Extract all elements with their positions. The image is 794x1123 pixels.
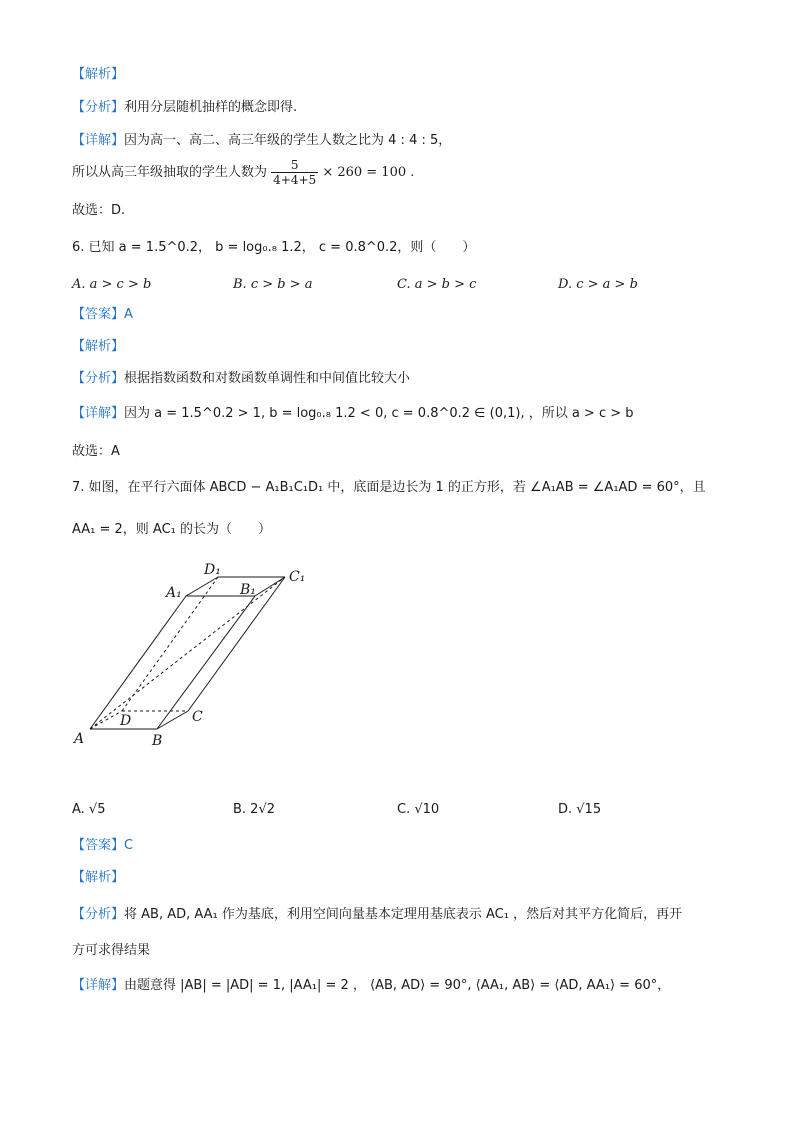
xiangjie-line-1 <box>72 132 451 150</box>
label-c: C <box>192 709 203 725</box>
fenxi-text-3: 将 AB, AD, AA₁ 作为基底，利用空间向量基本定理用基底表示 AC₁ ，然后对其平方化简后，再开 <box>124 907 683 922</box>
label-d: D <box>120 713 132 729</box>
fraction-denominator: 4+4+5 <box>273 173 317 187</box>
calculation-line <box>72 158 414 187</box>
answer-7: 【答案】C <box>72 838 134 853</box>
xiangjie-line-3 <box>72 977 670 995</box>
jiexi-heading-3: 【解析】 <box>72 870 125 885</box>
edge-b-c <box>157 711 188 729</box>
fraction-numerator: 5 <box>290 158 299 172</box>
hidden-edge-a-d <box>90 711 122 729</box>
edge-c-c1 <box>188 577 285 711</box>
answer-choice-line-1: 故选：D. <box>72 203 126 218</box>
fenxi-line-1 <box>72 99 297 117</box>
question-7-stem-2: AA₁ = 2，则 AC₁ 的长为（ ） <box>72 522 272 537</box>
fenxi-text: 利用分层随机抽样的概念即得. <box>124 100 298 115</box>
question-6-stem: 6. 已知 a = 1.5^0.2， b = log₀.₈ 1.2， c = 0.8^0.2，则（ ） <box>72 240 476 255</box>
fenxi-text-2: 根据指数函数和对数函数单调性和中间值比较大小 <box>124 371 411 386</box>
xiangjie-text: 因为高一、高二、高三年级的学生人数之比为 4 : 4 : 5， <box>124 133 452 148</box>
xiangjie-line-2 <box>72 405 634 423</box>
q6-option-b: B. c > b > a <box>233 277 313 292</box>
q7-option-b: B. 2√2 <box>233 802 276 817</box>
xiangjie-text-3: 由题意得 |AB| = |AD| = 1, |AA₁| = 2 ， ⟨AB, AD⟩ = 90°, ⟨AA₁, AB⟩ = ⟨AD, AA₁⟩ = 60°， <box>124 978 671 993</box>
label-a1: A₁ <box>166 585 182 601</box>
question-7-stem-1: 7. 如图，在平行六面体 ABCD − A₁B₁C₁D₁ 中，底面是边长为 1 的正方形，若 ∠A₁AB = ∠A₁AD = 60°，且 <box>72 480 706 495</box>
q6-option-a: A. a > c > b <box>72 277 152 292</box>
q7-option-c: C. √10 <box>397 802 440 817</box>
calculation-text: 所以从高三年级抽取的学生人数为 <box>72 165 268 180</box>
answer-choice-line-2: 故选：A <box>72 444 120 459</box>
q6-option-c: C. a > b > c <box>397 277 477 292</box>
edge-d1-a1 <box>186 577 218 596</box>
fenxi-tag-3: 【分析】 <box>72 907 125 922</box>
fenxi-line-3 <box>72 906 682 924</box>
q7-option-a: A. √5 <box>72 802 106 817</box>
label-c1: C₁ <box>289 569 306 585</box>
diagonal-a-c1 <box>90 577 285 729</box>
label-d1: D₁ <box>204 562 221 578</box>
xiangjie-tag-3: 【详解】 <box>72 978 125 993</box>
jiexi-heading-2: 【解析】 <box>72 339 125 354</box>
edge-b1-c1 <box>255 577 285 596</box>
calculation-tail: × 260 = 100 . <box>322 165 415 180</box>
fenxi-tag: 【分析】 <box>72 100 125 115</box>
answer-6: 【答案】A <box>72 307 133 322</box>
label-b1: B₁ <box>240 582 256 598</box>
fenxi-tag-2: 【分析】 <box>72 371 125 386</box>
fraction <box>271 158 318 187</box>
label-a: A <box>74 731 85 747</box>
xiangjie-tag-2: 【详解】 <box>72 406 125 421</box>
q6-option-d: D. c > a > b <box>558 277 638 292</box>
xiangjie-tag: 【详解】 <box>72 133 125 148</box>
label-b: B <box>152 733 163 749</box>
jiexi-heading: 【解析】 <box>72 67 125 82</box>
fenxi-continuation: 方可求得结果 <box>72 943 151 958</box>
parallelepiped-figure <box>60 555 330 755</box>
fenxi-line-2 <box>72 370 410 388</box>
xiangjie-text-2: 因为 a = 1.5^0.2 > 1, b = log₀.₈ 1.2 < 0, c = 0.8^0.2 ∈ (0,1), ，所以 a > c > b <box>124 406 634 421</box>
q7-option-d: D. √15 <box>558 802 602 817</box>
